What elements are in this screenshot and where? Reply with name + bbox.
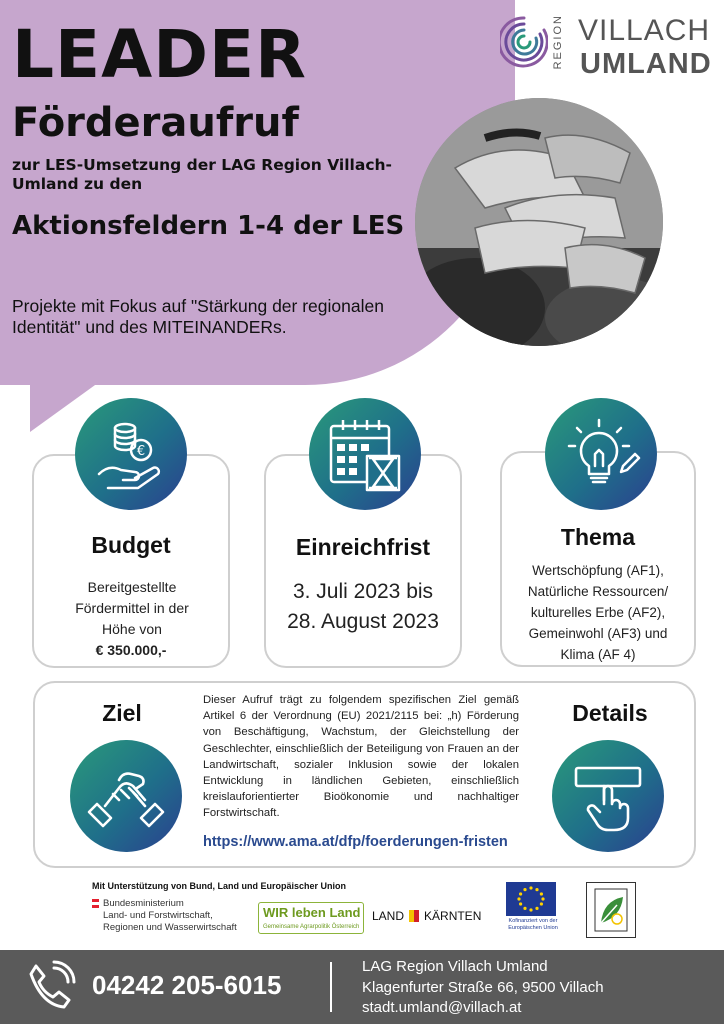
calendar-hourglass-icon (323, 412, 407, 496)
logo-region-text: REGION (552, 14, 564, 70)
details-icon-circle[interactable] (552, 740, 664, 852)
concentric-arcs-icon (500, 10, 548, 74)
logo-umland-text: UMLAND (580, 48, 712, 80)
focus-text: Projekte mit Fokus auf "Stärkung der regionalen Identität" und des MITEINANDERs. (12, 296, 384, 337)
topic-text: Wertschöpfung (AF1), Natürliche Ressourcen/ kulturelles Erbe (AF2), Gemeinwohl (AF3) und Klima (AF 4) (527, 563, 669, 662)
leader-title: LEADER (12, 16, 307, 93)
footer-address: Klagenfurter Straße 66, 9500 Villach (362, 978, 604, 996)
coins-hand-icon (91, 414, 171, 494)
budget-amount: € 350.000,- (95, 642, 167, 658)
eu-flag-icon (506, 882, 556, 916)
goal-link[interactable]: https://www.ama.at/dfp/foerderungen-fristen (203, 834, 508, 850)
eu-text: Kofinanziert von der Europäischen Union (508, 918, 558, 931)
handshake-icon (83, 756, 169, 836)
budget-text: Bereitgestellte Fördermittel in der Höhe von (75, 579, 189, 637)
goal-text: Dieser Aufruf trägt zu folgendem spezifischen Ziel gemäß Artikel 6 der Verordnung (EU) 2021/2115 bei: „h) Förderung von Beschäftigung, Wachstum, der Gleichstellung der Geschlechter, einschließlich der Beteiligung von Frauen an der Landwirtschaft, sozialer Inklusion sowie der lokalen Entwicklung in ländlichen Gebieten, einschließlich kreislauforientierter Bioökonomie und nachhaltiger Forstwirtschaft. (203, 694, 519, 820)
wir-main-text: WIR leben Land (263, 905, 361, 920)
topic-title: Thema (560, 524, 636, 550)
budget-icon-circle (75, 398, 187, 510)
goal-icon-circle (70, 740, 182, 852)
wir-sub-text: Gemeinsame Agrarpolitik Österreich (263, 924, 360, 930)
wir-leben-land-logo (258, 902, 364, 934)
budget-title: Budget (91, 532, 171, 558)
topic-icon-circle (545, 398, 657, 510)
deadline-line2: 28. August 2023 (287, 610, 439, 633)
leader-leaf-icon (587, 883, 635, 937)
phone-icon (22, 958, 78, 1014)
footer-divider (330, 962, 332, 1012)
land-right-text: KÄRNTEN (424, 909, 482, 923)
austria-flag-icon (92, 899, 99, 908)
deadline-icon-circle (309, 398, 421, 510)
kaernten-mark-icon (409, 910, 419, 922)
deadline-line1: 3. Juli 2023 bis (292, 580, 434, 603)
leader-logo (586, 882, 636, 938)
header-subtitle: zur LES-Umsetzung der LAG Region Villach-Umland zu den (12, 156, 392, 193)
details-title: Details (572, 700, 648, 726)
footer-phone[interactable]: 04242 205-6015 (92, 970, 282, 1000)
bmlrw-line1-text: Bundesministerium (103, 898, 184, 909)
bmlrw-logo (92, 898, 237, 934)
stacked-hands-photo (415, 98, 663, 346)
eu-logo (502, 882, 564, 938)
stacked-hands-illustration (415, 98, 663, 346)
land-kaernten-logo (372, 909, 481, 923)
footer-address-block (362, 957, 604, 1019)
region-villach-umland-logo (500, 10, 720, 80)
bmlrw-line1 (92, 898, 237, 910)
deadline-title: Einreichfrist (295, 534, 431, 560)
lightbulb-icon (561, 414, 641, 494)
logo-villach-text: VILLACH (578, 14, 711, 47)
foerderaufruf-title: Förderaufruf (12, 100, 299, 146)
footer-email[interactable]: stadt.umland@villach.at (362, 999, 522, 1016)
footer-org: LAG Region Villach Umland (362, 958, 548, 975)
svg-text:€: € (136, 444, 146, 459)
click-button-icon (568, 756, 648, 836)
goal-title: Ziel (102, 700, 142, 726)
action-fields-heading: Aktionsfeldern 1-4 der LES (12, 211, 405, 241)
sponsors-heading: Mit Unterstützung von Bund, Land und Europäischer Union (92, 881, 346, 891)
land-left-text: LAND (372, 909, 405, 923)
bmlrw-line3: Regionen und Wasserwirtschaft (103, 922, 237, 933)
bmlrw-line2: Land- und Forstwirtschaft, (103, 910, 213, 921)
